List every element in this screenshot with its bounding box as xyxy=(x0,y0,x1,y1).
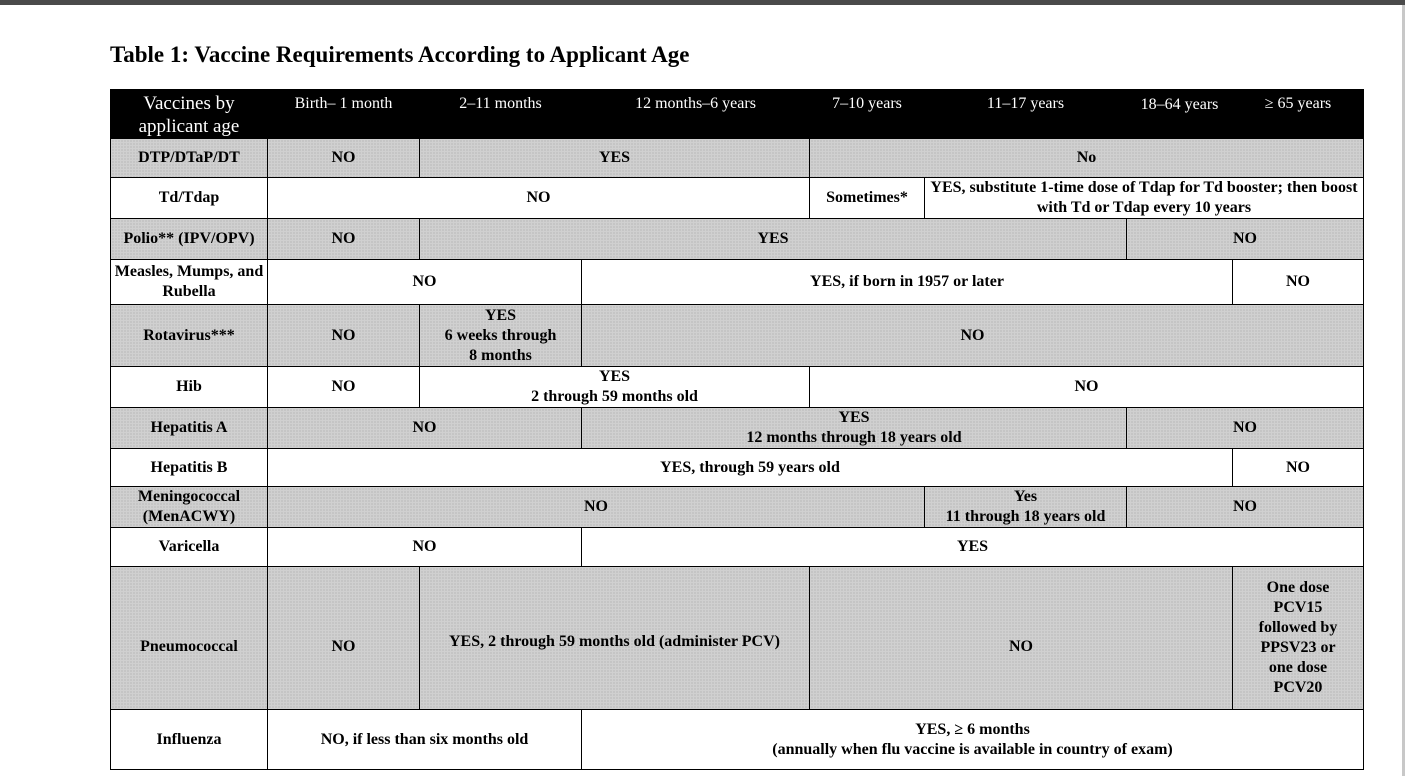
vaccine-name: Pneumococcal xyxy=(111,567,268,710)
table-row xyxy=(111,139,1364,178)
vaccine-name: Measles, Mumps, and Rubella xyxy=(111,260,268,305)
requirement-cell: NO xyxy=(268,178,810,219)
requirement-cell: YES, through 59 years old xyxy=(268,449,1233,487)
requirement-cell: NO xyxy=(268,139,420,178)
table-row xyxy=(111,260,1364,305)
table-row xyxy=(111,408,1364,449)
requirement-cell: NO xyxy=(1127,408,1364,449)
vaccine-name: Rotavirus*** xyxy=(111,305,268,367)
vaccine-name: Influenza xyxy=(111,710,268,770)
requirement-cell: NO xyxy=(268,305,420,367)
requirement-cell: NO, if less than six months old xyxy=(268,710,582,770)
requirement-cell: NO xyxy=(268,567,420,710)
vaccine-name: Meningococcal (MenACWY) xyxy=(111,487,268,528)
requirement-cell: NO xyxy=(1127,219,1364,260)
requirement-cell: YES xyxy=(582,528,1364,567)
requirement-cell: YES, 2 through 59 months old (administer PCV) xyxy=(420,567,810,710)
table-row xyxy=(111,219,1364,260)
requirement-cell: YES 2 through 59 months old xyxy=(420,367,810,408)
requirement-cell: One dose PCV15 followed by PPSV23 or one dose PCV20 xyxy=(1233,567,1364,710)
requirement-cell: YES, if born in 1957 or later xyxy=(582,260,1233,305)
requirement-cell: No xyxy=(810,139,1364,178)
table-row xyxy=(111,367,1364,408)
requirement-cell: NO xyxy=(268,487,925,528)
requirement-cell: NO xyxy=(268,528,582,567)
requirement-cell: NO xyxy=(268,219,420,260)
requirement-cell: NO xyxy=(268,408,582,449)
requirement-cell: YES 12 months through 18 years old xyxy=(582,408,1127,449)
header-12-months-6-years: 12 months–6 years xyxy=(582,90,810,139)
table-row xyxy=(111,710,1364,770)
table-row xyxy=(111,449,1364,487)
window-top-bar xyxy=(0,0,1405,5)
table-row xyxy=(111,487,1364,528)
header-vaccines: Vaccines by applicant age xyxy=(111,90,268,139)
header-65-plus-years: ≥ 65 years xyxy=(1233,90,1364,139)
requirement-cell: NO xyxy=(1233,449,1364,487)
requirement-cell: NO xyxy=(268,260,582,305)
vaccine-name: Hib xyxy=(111,367,268,408)
requirement-cell: NO xyxy=(810,367,1364,408)
requirement-cell: Yes 11 through 18 years old xyxy=(925,487,1127,528)
header-2-11-months: 2–11 months xyxy=(420,90,582,139)
vaccine-name: Hepatitis A xyxy=(111,408,268,449)
vaccine-name: Polio** (IPV/OPV) xyxy=(111,219,268,260)
table-title: Table 1: Vaccine Requirements According to Applicant Age xyxy=(110,42,690,67)
vaccine-name: Td/Tdap xyxy=(111,178,268,219)
requirement-cell: YES, substitute 1-time dose of Tdap for Td booster; then boost with Td or Tdap every 10 years xyxy=(925,178,1364,219)
table-row xyxy=(111,178,1364,219)
requirement-cell: NO xyxy=(582,305,1364,367)
vaccine-name: Varicella xyxy=(111,528,268,567)
header-18-64-years: 18–64 years xyxy=(1127,90,1233,139)
vaccine-requirements-table xyxy=(110,89,1364,770)
header-7-10-years: 7–10 years xyxy=(810,90,925,139)
header-birth-1-month: Birth– 1 month xyxy=(268,90,420,139)
requirement-cell: YES, ≥ 6 months (annually when flu vaccine is available in country of exam) xyxy=(582,710,1364,770)
requirement-cell: YES xyxy=(420,139,810,178)
requirement-cell: YES xyxy=(420,219,1127,260)
table-row xyxy=(111,567,1364,710)
header-11-17-years: 11–17 years xyxy=(925,90,1127,139)
header-row xyxy=(111,90,1364,139)
requirement-cell: NO xyxy=(810,567,1233,710)
requirement-cell: YES 6 weeks through 8 months xyxy=(420,305,582,367)
requirement-cell: NO xyxy=(1233,260,1364,305)
vaccine-name: Hepatitis B xyxy=(111,449,268,487)
requirement-cell: Sometimes* xyxy=(810,178,925,219)
table-row xyxy=(111,305,1364,367)
requirement-cell: NO xyxy=(268,367,420,408)
table-row xyxy=(111,528,1364,567)
requirement-cell: NO xyxy=(1127,487,1364,528)
vaccine-name: DTP/DTaP/DT xyxy=(111,139,268,178)
